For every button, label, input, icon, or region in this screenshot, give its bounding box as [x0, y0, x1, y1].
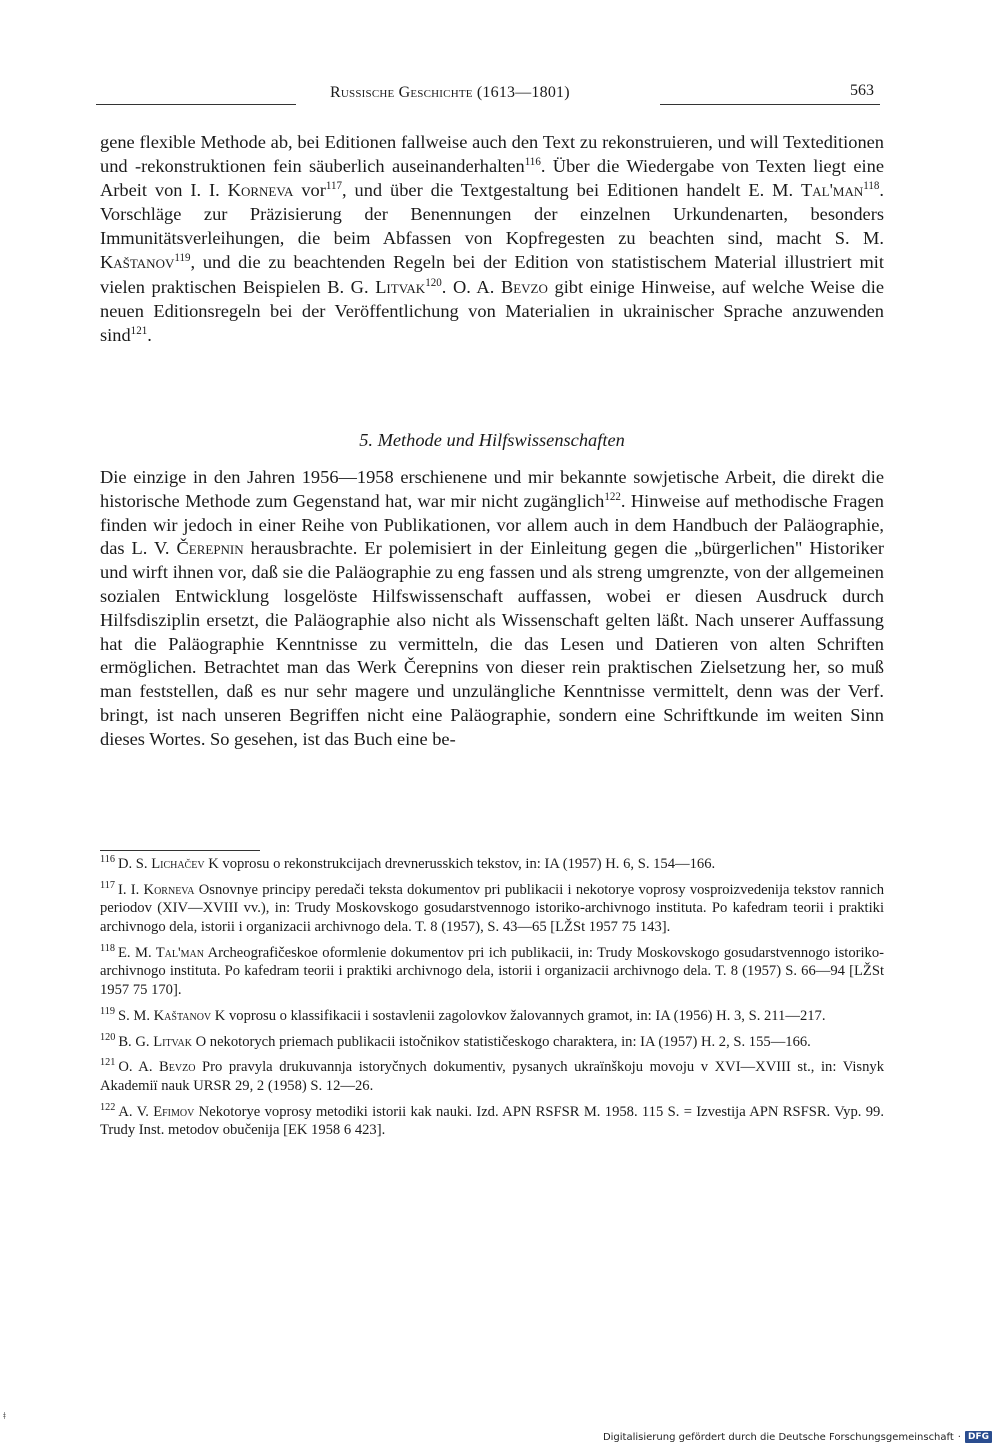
footnotes	[100, 855, 884, 1147]
digitization-notice: Digitalisierung gefördert durch die Deutsche Forschungsgemeinschaft · DFG	[603, 1431, 992, 1443]
dfg-logo: DFG	[965, 1431, 992, 1443]
running-head: Russische Geschichte (1613—1801)	[330, 84, 570, 101]
header-rule-right	[660, 104, 880, 105]
footnote-ref-118[interactable]: 118	[863, 180, 880, 193]
page-number: 563	[850, 82, 874, 99]
footnote-ref-117[interactable]: 117	[325, 180, 343, 193]
paragraph-2: Die einzige in den Jahren 1956—1958 erschienene und mir bekannte sowjetische Arbeit, die direkt die historische Methode zum Gegenstand hat, war mir nicht zugänglich$^{122}$. Hinweise auf methodische Fragen finden wir jedoch in einer Reihe von Publikationen, vor allem auch in dem Handbuch der Paläographie, das L. V. Čerepnin herausbrachte. Er polemisiert in der Einleitung gegen die „bürgerlichen" Historiker und wirft ihnen vor, daß sie die Paläographie zu eng fassen und als streng umgrenzte, von der allgemeinen sozialen Entwicklung losgelöste Hilfswissenschaft auffassen, wobei er diesen Ausdruck durch Hilfsdisziplin ersetzt, die Paläographie also nicht als Wissenschaft gelten läßt. Nach unserer Auffassung hat die Paläographie Kenntnisse zu vermitteln, die das Lesen und Datieren von alten Schriften ermöglichen. Betrachtet man das Werk Čerepnins von dieser rein praktischen Zielsetzung her, so muß man feststellen, daß es nur sehr magere und unzulängliche Kenntnisse vermittelt, denn was der Verf. bringt, ist nach unseren Begriffen nicht eine Paläographie, sondern eine Schriftkunde im weiten Sinn dieses Wortes. So gesehen, ist das Buch eine be-	[100, 467, 884, 749]
section-heading: 5. Methode und Hilfswissenschaften	[359, 430, 625, 450]
footnote-121: $^{121}$ O. A. Bevzo Pro pravyla drukuvannja istoryčnych dokumentiv, pysanych ukraïnškoju movoju v XVI—XVIII st., in: Visnyk Akademiï nauk URSR 29, 2 (1958) S. 12—26.	[100, 1057, 885, 1094]
footnote-ref-122[interactable]: 122	[604, 490, 621, 503]
footnote-118: $^{118}$ E. M. Tal'man Archeografičeskoe oformlenie dokumentov pri ich publikacii, in: Trudy Moskovskogo gosudarstvennogo istoriko-archivnogo instituta. Po kafedram teorii i praktiki archivnogo dela, istorii i organizacii archivnogo dela. T. 8 (1957) S. 66—94 [LŽSt 1957 75 170].	[100, 942, 884, 998]
footnote-ref-116[interactable]: 116	[524, 155, 541, 168]
footnote-rule	[100, 850, 260, 851]
digitization-text: Digitalisierung gefördert durch die Deutsche Forschungsgemeinschaft	[602, 1431, 954, 1443]
footnote-ref-121[interactable]: 121	[130, 324, 148, 337]
footnote-ref-120[interactable]: 120	[425, 276, 442, 289]
footnote-119: $^{119}$ S. M. Kaštanov K voprosu o klassifikacii i sostavlenii zagolovkov žalovannych gramot, in: IA (1956) H. 3, S. 211—217.	[100, 1005, 826, 1024]
footnote-116: $^{116}$ D. S. Lichačev K voprosu o rekonstrukcijach drevnerusskich tekstov, in: IA (1957) H. 6, S. 154—166.	[100, 854, 716, 872]
edge-mark: ǂ	[3, 1410, 6, 1422]
footnote-122: $^{122}$ A. V. Efimov Nekotorye voprosy metodiki istorii kak nauki. Izd. APN RSFSR M. 1958. 115 S. = Izvestija APN RSFSR. Vyp. 99. Trudy Inst. metodov obučenija [EK 1958 6 423].	[100, 1101, 884, 1139]
header-rule-left	[96, 104, 296, 105]
footnote-ref-119[interactable]: 119	[174, 252, 191, 265]
footnote-120: $^{120}$ B. G. Litvak O nekotorych priemach publikacii istočnikov statističeskogo charaktera, in: IA (1957) H. 2, S. 155—166.	[100, 1031, 811, 1050]
footnote-117: $^{117}$ I. I. Korneva Osnovnye principy peredači teksta dokumentov pri publikacii i nekotorye voprosy vosproizvedenija tekstov rannich periodov (XIV—XVIII vv.), in: Trudy Moskovskogo gosudarstvennogo istoriko-archivnogo instituta. Po kafedram teorii i praktiki archivnogo dela, istorii i organizacii archivnogo dela. T. 8 (1957), S. 43—65 [LŽSt 1957 75 143].	[100, 879, 884, 935]
paragraph-1: gene flexible Methode ab, bei Editionen fallweise auch den Text zu rekonstruieren, und will Texteditionen und -rekonstruktionen fein säuberlich auseinanderhalten$^{116}$. Über die Wiedergabe von Texten liegt eine Arbeit von I. I. Korneva vor$^{117}$, und über die Textgestaltung bei Editionen handelt E. M. Tal'man$^{118}$. Vorschläge zur Präzisierung der Benennungen der einzelnen Urkundenarten, besonders Immunitätsverleihungen, die beim Abfassen von Kopfregesten zu beachten sind, macht S. M. Kaštanov$^{119}$, und die zu beachtenden Regeln bei der Edition von statistischem Material illustriert mit vielen praktischen Beispielen B. G. Litvak$^{120}$. O. A. Bevzo gibt einige Hinweise, auf welche Weise die neuen Editionsregeln bei der Veröffentlichung von Materialien in ukrainischer Sprache anzuwenden sind$^{121}$.	[100, 132, 885, 345]
